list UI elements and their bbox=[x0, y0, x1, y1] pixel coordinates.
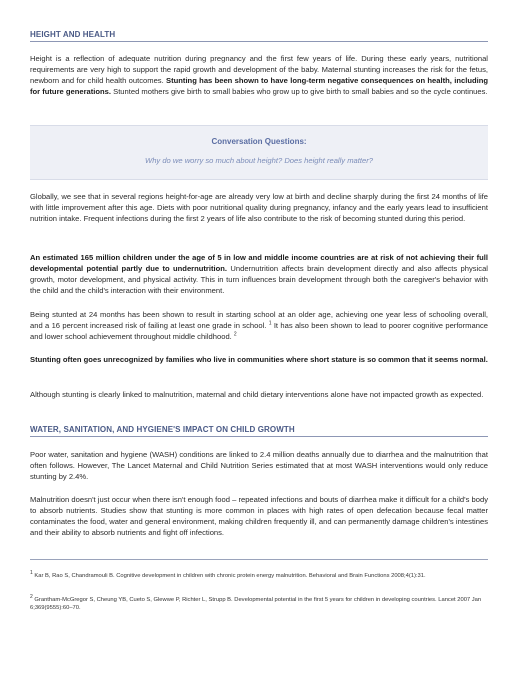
footnote-text: Grantham-McGregor S, Cheung YB, Cueto S, Glewwe P, Richter L, Strupp B. Developmental potential in the first 5 years for children in developing countries. Lancet 2007 Jan 6;369(9555):60–70. bbox=[30, 597, 482, 611]
text-run: Being stunted at 24 months has been shown to result in starting school at an older age, achieving one year less of schooling overall, and a 16 percent increased risk of failing at least one grade in school. bbox=[30, 310, 488, 330]
footnote-ref-2[interactable]: 2 bbox=[233, 331, 237, 338]
paragraph-malnutrition-infections: Malnutrition doesn't just occur when there isn't enough food – repeated infections and bouts of diarrhea make it difficult for a child's body to absorb nutrients. Studies show that stunting is more common in places with high rates of open defecation because fecal matter contaminates the food, water and general environment, making children frequently ill, and can permanently damage children's intestines and their ability to absorb nutrients and fight off infections. bbox=[30, 495, 488, 537]
footnote-2 bbox=[30, 596, 488, 612]
paragraph-stunted-24-months bbox=[30, 309, 488, 342]
footnote-text: Kar B, Rao S, Chandramouli B. Cognitive development in children with chronic protein energy malnutrition. Behavioral and Brain Functions 2008;4(1):31. bbox=[34, 573, 426, 579]
paragraph-wash-deaths: Poor water, sanitation and hygiene (WASH) conditions are linked to 2.4 million deaths annually due to diarrhea and the malnutrition that often follows. However, The Lancet Maternal and Child Nutrition Series estimated that at most WASH interventions would only reduce stunting by 2.4%. bbox=[30, 450, 488, 481]
conversation-callout bbox=[30, 125, 488, 180]
footnote-ref-1[interactable]: 1 bbox=[268, 320, 272, 327]
text-run: It has also been shown to lead to poorer cognitive performance and lower school achievement throughout middle childhood. bbox=[30, 321, 488, 341]
footnote-number: 2 bbox=[30, 594, 33, 601]
bold-text-run: Stunting has been shown to have long-term negative consequences on health, including for future generations. bbox=[30, 76, 488, 96]
footnote-1 bbox=[30, 572, 488, 580]
paragraph-165-million bbox=[30, 252, 488, 296]
text-run: Stunted mothers give birth to small babies who grow up to give birth to small babies and so the cycle continues. bbox=[111, 87, 488, 96]
paragraph-dietary-interventions: Although stunting is clearly linked to malnutrition, maternal and child dietary interventions alone have not impacted growth as expected. bbox=[30, 390, 484, 399]
footnote-divider bbox=[30, 559, 488, 560]
text-run: Undernutrition affects brain development directly and also affects physical growth, motor development, and physical activity. This in turn influences brain development through both the caregiver's behavior with the child and the child's interaction with their environment. bbox=[30, 264, 488, 295]
paragraph-unrecognized: Stunting often goes unrecognized by families who live in communities where short stature is so common that it seems normal. bbox=[30, 355, 488, 364]
bold-text-run: An estimated 165 million children under the age of 5 in low and middle income countries are at risk of not achieving their full developmental potential partly due to undernutrition. bbox=[30, 253, 488, 273]
paragraph-height-intro bbox=[30, 53, 488, 97]
section-heading-height-health: HEIGHT AND HEALTH bbox=[30, 30, 488, 42]
callout-question: Why do we worry so much about height? Does height really matter? bbox=[145, 156, 373, 165]
paragraph-global-height: Globally, we see that in several regions height-for-age are already very low at birth and decline sharply during the first 24 months of life with little improvement after this age. Diets with poor nutritional quality during pregnancy, infancy and the early years lead to insufficient nutrition intake. Frequent infections during the first 2 years of life also contribute to the risk of becoming stunted during this period. bbox=[30, 192, 488, 223]
section-heading-wash: WATER, SANITATION, AND HYGIENE'S IMPACT ON CHILD GROWTH bbox=[30, 425, 488, 437]
footnote-number: 1 bbox=[30, 570, 33, 577]
text-run: Height is a reflection of adequate nutrition during pregnancy and the first few years of life. During these early years, nutritional requirements are very high to support the rapid growth and development of the baby. Maternal stunting increases the risk for the fetus, newborn and for child health outcomes. bbox=[30, 54, 488, 85]
callout-title: Conversation Questions: bbox=[211, 137, 307, 146]
